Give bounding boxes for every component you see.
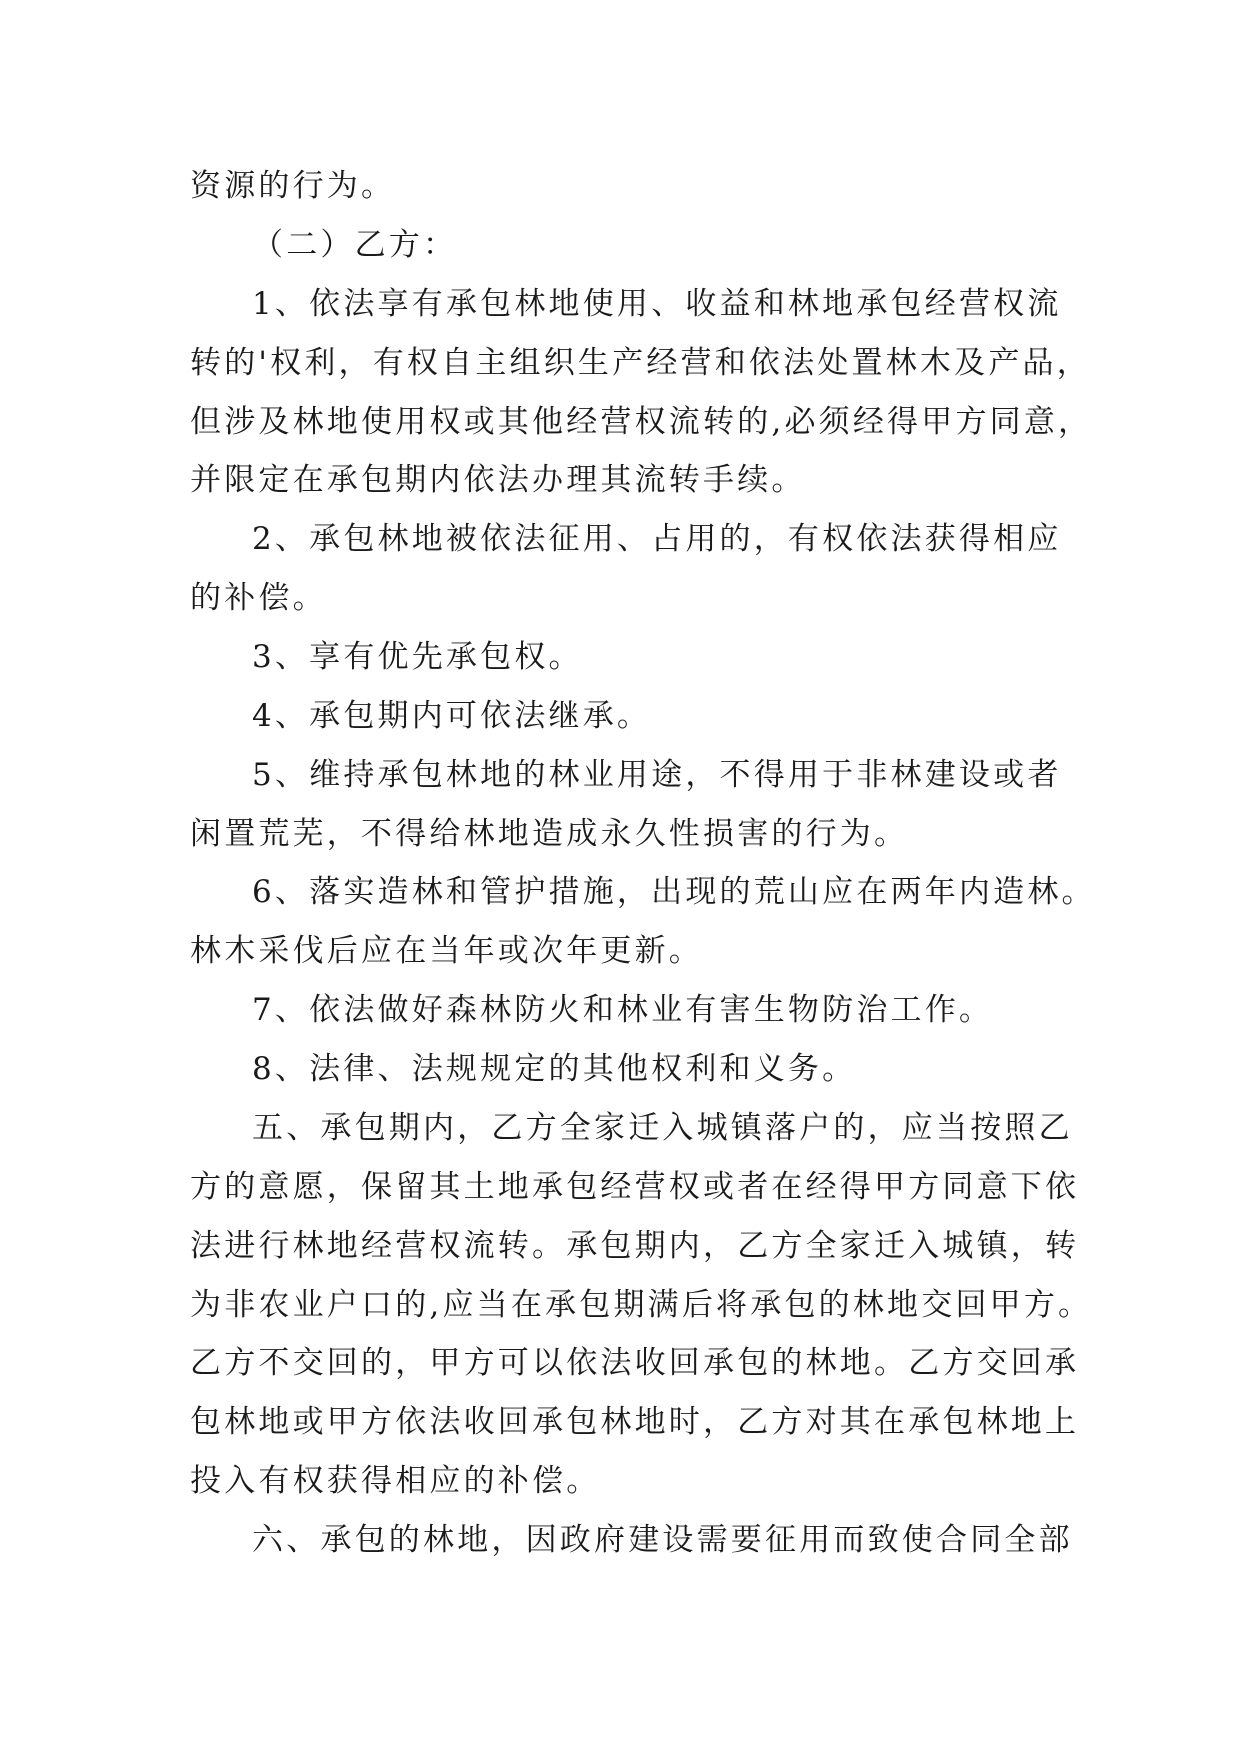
text-line: 包林地或甲方依法收回承包林地时，乙方对其在承包林地上 xyxy=(190,1404,1080,1440)
text-line: 转的'权利，有权自主组织生产经营和依法处置林木及产品， xyxy=(190,345,1091,381)
text-line: 法进行林地经营权流转。承包期内，乙方全家迁入城镇，转 xyxy=(190,1228,1080,1264)
text-line: 方的意愿，保留其土地承包经营权或者在经得甲方同意下依 xyxy=(190,1169,1080,1205)
text-line: 6、落实造林和管护措施，出现的荒山应在两年内造林。 xyxy=(252,874,1096,910)
section-heading: （二）乙方： xyxy=(252,227,458,263)
text-line: 4、承包期内可依法继承。 xyxy=(252,698,652,734)
text-line: 投入有权获得相应的补偿。 xyxy=(190,1463,601,1499)
text-line: 乙方不交回的，甲方可以依法收回承包的林地。乙方交回承 xyxy=(190,1345,1080,1381)
text-line: 1、依法享有承包林地使用、收益和林地承包经营权流 xyxy=(252,286,1062,322)
text-line: 的补偿。 xyxy=(190,580,327,616)
text-line: 六、承包的林地，因政府建设需要征用而致使合同全部 xyxy=(252,1522,1073,1558)
text-line: 8、法律、法规规定的其他权利和义务。 xyxy=(252,1051,857,1087)
text-line: 林木采伐后应在当年或次年更新。 xyxy=(190,933,703,969)
text-line: 五、承包期内，乙方全家迁入城镇落户的，应当按照乙 xyxy=(252,1110,1073,1146)
text-line: 资源的行为。 xyxy=(190,168,396,204)
text-line: 为非农业户口的,应当在承包期满后将承包的林地交回甲方。 xyxy=(190,1287,1093,1323)
text-line: 2、承包林地被依法征用、占用的，有权依法获得相应 xyxy=(252,521,1062,557)
text-line: 但涉及林地使用权或其他经营权流转的,必须经得甲方同意， xyxy=(190,404,1093,440)
text-line: 7、依法做好森林防火和林业有害生物防治工作。 xyxy=(252,992,994,1028)
text-line: 并限定在承包期内依法办理其流转手续。 xyxy=(190,462,806,498)
text-line: 3、享有优先承包权。 xyxy=(252,639,583,675)
text-line: 闲置荒芜，不得给林地造成永久性损害的行为。 xyxy=(190,816,909,852)
text-line: 5、维持承包林地的林业用途，不得用于非林建设或者 xyxy=(252,757,1062,793)
